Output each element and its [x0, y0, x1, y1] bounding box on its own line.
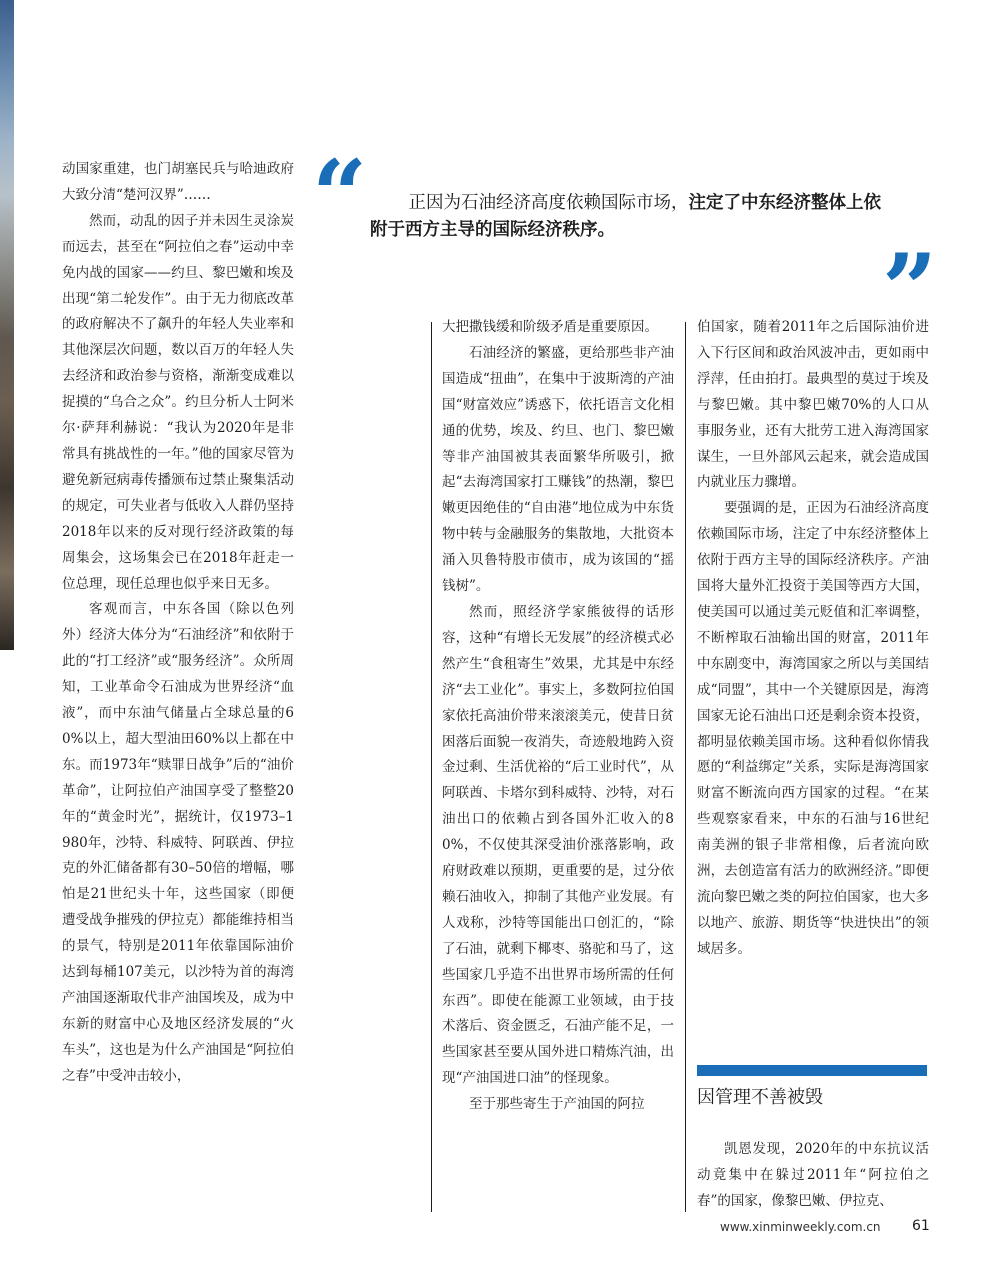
photo-edge [0, 0, 14, 650]
pull-quote [370, 190, 890, 244]
pull-quote-normal: 正因为石油经济高度依赖国际市场， [408, 193, 689, 213]
paragraph: 石油经济的繁盛，更给那些非产油国造成“扭曲”，在集中于波斯湾的产油国“财富效应”诱惑下，依托语言文化相通的优势，埃及、约旦、也门、黎巴嫩等非产油国被其表面繁华所吸引，掀起“去海湾国家打工赚钱”的热潮，黎巴嫩更因绝佳的“自由港”地位成为中东货物中转与金融服务的集散地，大批资本涌入贝鲁特股市债市，成为该国的“摇钱树”。 [442, 344, 674, 595]
column-divider-2 [685, 322, 686, 1212]
section-paragraph: 凯恩发现，2020年的中东抗议活动竟集中在躲过2011年“阿拉伯之春”的国家，像黎巴嫩、伊拉克、 [697, 1141, 929, 1209]
open-quote-mark: “ [312, 139, 368, 252]
paragraph: 至于那些寄生于产油国的阿拉 [469, 1096, 645, 1113]
section-heading: 因管理不善被毁 [697, 1087, 823, 1108]
paragraph: 然而，照经济学家熊彼得的话形容，这种“有增长无发展”的经济模式必然产生“食租寄生”效果，尤其是中东经济“去工业化”。事实上，多数阿拉伯国家依托高油价带来滚滚美元，使昔日贫困落后面貌一夜消失，奇迹般地跨入资金过剩、生活优裕的“后工业时代”，从阿联酋、卡塔尔到科威特、沙特，对石油出口的依赖占到各国外汇收入的80%，不仅使其深受油价涨落影响，政府财政难以预期，更重要的是，过分依赖石油收入，抑制了其他产业发展。有人戏称，沙特等国能出口创汇的，“除了石油，就剩下椰枣、骆驼和马了，这些国家几乎造不出世界市场所需的任何东西”。即使在能源工业领域，由于技术落后、资金匮乏，石油产能不足，一些国家甚至要从国外进口精炼汽油，出现“产油国进口油”的怪现象。 [442, 603, 674, 1087]
pull-quote-bold: 注定了中东经济整体上依附于西方主导的国际经济秩序。 [370, 193, 881, 240]
page-number: 61 [912, 1218, 930, 1234]
paragraph: 大把撒钱缓和阶级矛盾是重要原因。 [442, 319, 658, 335]
paragraph: 要强调的是，正因为石油经济高度依赖国际市场，注定了中东经济整体上依附于西方主导的国际经济秩序。产油国将大量外汇投资于美国等西方大国，使美国可以通过美元贬值和汇率调整，不断榨取石油输出国的财富，2011年中东剧变中，海湾国家之所以与美国结成“同盟”，其中一个关键原因是，海湾国家无论石油出口还是剩余资本投资，都明显依赖美国市场。这种看似你情我愿的“利益绑定”关系，实际是海湾国家财富不断流向西方国家的过程。“在某些观察家看来，中东的石油与16世纪南美洲的银子非常相像，后者流向欧洲，去创造富有活力的欧洲经济。”即便流向黎巴嫩之类的阿拉伯国家，也大多以地产、旅游、期货等“快进快出”的领域居多。 [697, 500, 929, 957]
paragraph: 然而，动乱的因子并未因生灵涂炭而远去，甚至在“阿拉伯之春”运动中幸免内战的国家——约旦、黎巴嫩和埃及出现“第二轮发作”。由于无力彻底改革的政府解决不了飙升的年轻人失业率和其他深层次问题，数以百万的年轻人失去经济和政治参与资格，渐渐变成难以捉摸的“乌合之众”。约旦分析人士阿米尔·萨拜利赫说：“我认为2020年是非常具有挑战性的一年。”他的国家尽管为避免新冠病毒传播颁布过禁止聚集活动的规定，可失业者与低收入人群仍坚持2018年以来的反对现行经济政策的每周集会，这场集会已在2018年赶走一位总理，现任总理也似乎来日无多。 [62, 212, 294, 592]
column-1 [62, 157, 294, 1090]
footer-url: www.xinminweekly.com.cn [720, 1220, 881, 1234]
close-quote-mark: ” [882, 233, 938, 346]
column-2 [442, 315, 674, 1118]
paragraph: 伯国家，随着2011年之后国际油价进入下行区间和政治风波冲击，更如雨中浮萍，任由拍打。最典型的莫过于埃及与黎巴嫩。其中黎巴嫩70%的人口从事服务业，还有大批劳工进入海湾国家谋生，一旦外部风云起来，就会造成国内就业压力骤增。 [697, 319, 929, 491]
section-paragraph-wrap [697, 1137, 929, 1215]
column-divider-1 [431, 322, 432, 1212]
column-3 [697, 315, 929, 963]
paragraph: 动国家重建，也门胡塞民兵与哈迪政府大致分清“楚河汉界”…… [62, 161, 294, 203]
section-accent-bar [697, 1065, 927, 1076]
paragraph: 客观而言，中东各国（除以色列外）经济大体分为“石油经济”和依附于此的“打工经济”或“服务经济”。众所周知，工业革命令石油成为世界经济“血液”，而中东油气储量占全球总量的60%以上，超大型油田60%以上都在中东。而1973年“赎罪日战争”后的“油价革命”，让阿拉伯产油国享受了整整20年的“黄金时光”，据统计，仅1973–1980年，沙特、科威特、阿联酋、伊拉克的外汇储备都有30–50倍的增幅，哪怕是21世纪头十年，这些国家（即便遭受战争摧残的伊拉克）都能维持相当的景气，特别是2011年依靠国际油价达到每桶107美元，以沙特为首的海湾产油国逐渐取代非产油国埃及，成为中东新的财富中心及地区经济发展的“火车头”，这也是为什么产油国是“阿拉伯之春”中受冲击较小， [62, 601, 294, 1084]
